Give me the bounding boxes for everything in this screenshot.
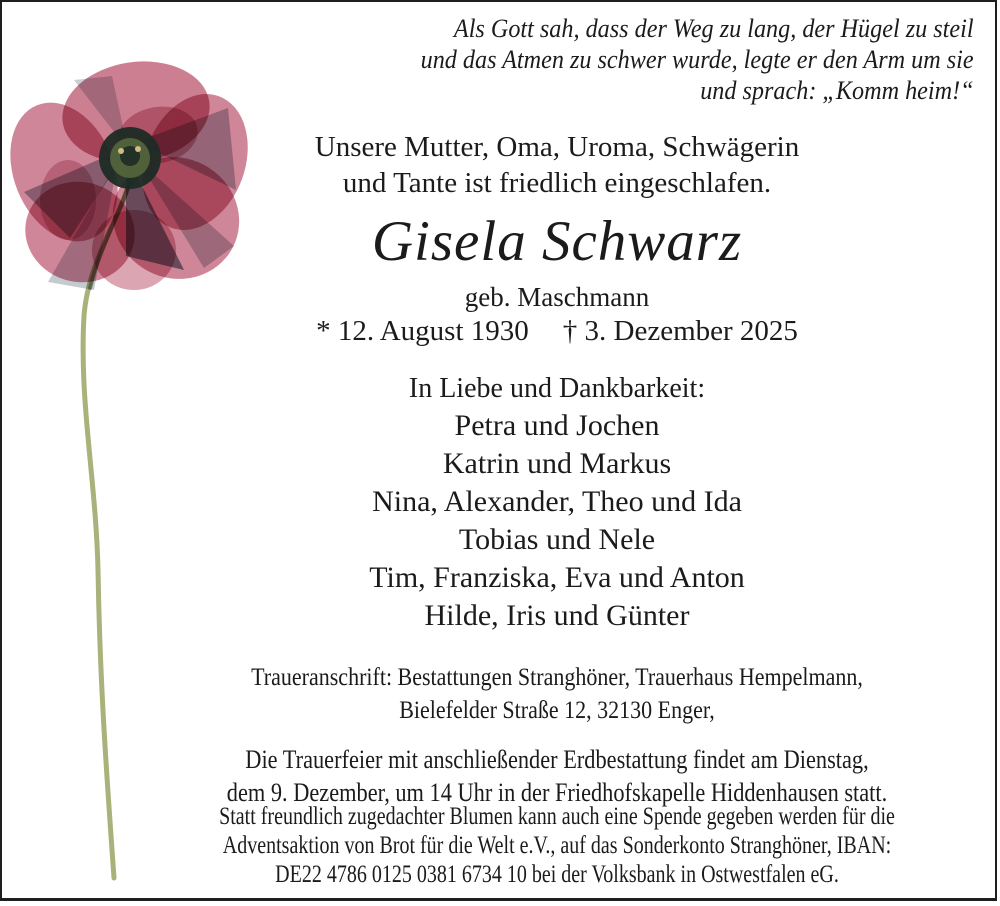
mourner-line-5: Tim, Franziska, Eva und Anton: [369, 561, 745, 594]
maiden-name: geb. Maschmann: [464, 282, 650, 312]
funeral-info: [177, 743, 937, 809]
life-dates: [115, 314, 999, 348]
donation-line-2: Adventsaktion von Brot für die Welt e.V., auf das Sonderkonto Stranghöner, IBAN:: [222, 832, 892, 859]
epigraph: [421, 13, 974, 106]
birth-date: * 12. August 1930: [316, 315, 529, 347]
address-line-1: Traueranschrift: Bestattungen Stranghöner, Trauerhaus Hempelmann,: [251, 664, 863, 691]
donation-line-3: DE22 4786 0125 0381 6734 10 bei der Volksbank in Ostwestfalen eG.: [275, 861, 839, 888]
epigraph-line-2: und das Atmen zu schwer wurde, legte er den Arm um sie: [421, 45, 974, 74]
mourner-line-4: Tobias und Nele: [458, 523, 656, 556]
mourning-address: [168, 661, 946, 727]
epigraph-line-1: Als Gott sah, dass der Weg zu lang, der Hügel zu steil: [454, 14, 974, 43]
epigraph-line-3: und sprach: „Komm heim!“: [700, 76, 974, 105]
mourner-line-1: Petra und Jochen: [454, 409, 660, 442]
donation-info: [203, 802, 910, 889]
mourner-line-2: Katrin und Markus: [442, 447, 672, 480]
intro-text: [115, 129, 999, 201]
mourner-line-3: Nina, Alexander, Theo und Ida: [372, 485, 742, 518]
mourner-line-6: Hilde, Iris und Günter: [424, 599, 690, 632]
intro-line-2: und Tante ist friedlich eingeschlafen.: [342, 167, 772, 199]
address-line-2: Bielefelder Straße 12, 32130 Enger,: [399, 697, 715, 724]
mourners-list: [115, 407, 999, 635]
deceased-name: Gisela Schwarz: [371, 210, 743, 273]
intro-line-1: Unsere Mutter, Oma, Uroma, Schwägerin: [314, 131, 800, 163]
funeral-line-1: Die Trauerfeier mit anschließender Erdbestattung findet am Dienstag,: [245, 745, 869, 774]
donation-line-1: Statt freundlich zugedachter Blumen kann auch eine Spende gegeben werden für die: [219, 803, 895, 830]
death-date: † 3. Dezember 2025: [562, 315, 798, 347]
mourners-heading: In Liebe und Dankbarkeit:: [408, 373, 706, 404]
funeral-line-2: dem 9. Dezember, um 14 Uhr in der Friedhofskapelle Hiddenhausen statt.: [226, 778, 888, 807]
